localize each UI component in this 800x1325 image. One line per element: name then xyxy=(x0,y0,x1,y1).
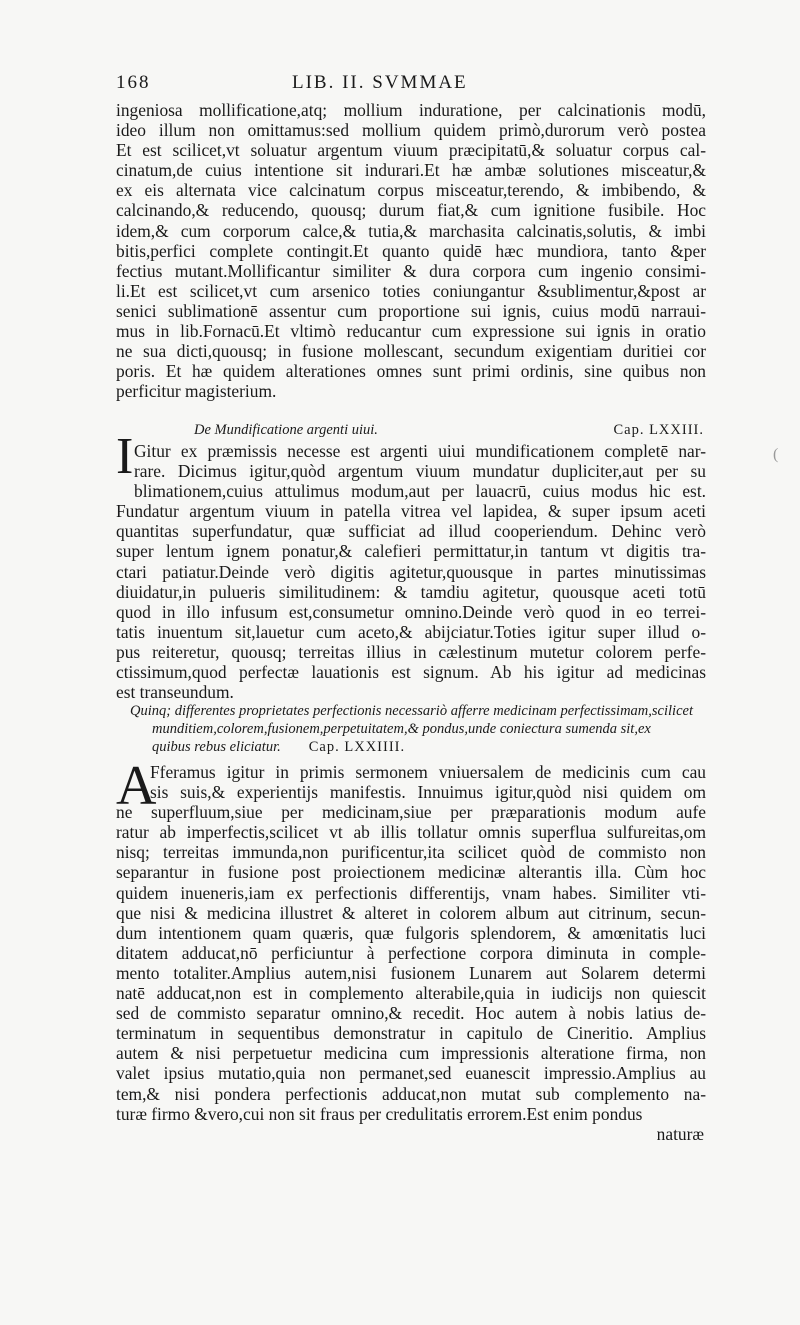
text-line: quod in illo infusum est,consumetur omnino.Deinde verò quod in eo terrei- xyxy=(116,601,706,622)
text-line: cinatum,de cuius intentione sit indurari.Et hæ ambæ solutiones misceatur,& xyxy=(116,160,706,181)
drop-cap-i: I xyxy=(116,428,134,485)
text-line: ctissimum,quod perfectæ lauationis est signum. Ab his igitur ad medicinas xyxy=(116,662,706,683)
text-block-3 xyxy=(116,762,706,1124)
text-line: sis suis,& experientijs manifestis. Innuimus igitur,quòd nisi quidem om xyxy=(150,782,706,803)
text-line: Gitur ex præmissis necesse est argenti uiui mundificationem completē nar- xyxy=(134,441,706,461)
chapter-heading-73 xyxy=(194,421,704,439)
text-line: sed de commisto separatur omnino,& recedit. Hoc autem à nobis latius de- xyxy=(116,1003,706,1024)
text-block-2 xyxy=(116,441,706,702)
text-line: poris. Et hæ quidem alterationes omnes sunt primi ordinis, sine quibus non xyxy=(116,361,706,382)
chapter-title-line-2: munditiem,colorem,fusionem,perpetuitatem,& pondus,unde coniectura sumenda sit,ex xyxy=(152,721,651,737)
text-line: nisq; terreitas immunda,non purificentur,ita scilicet quòd de commisto non xyxy=(116,842,706,863)
text-line: est transeundum. xyxy=(116,682,234,703)
text-line: ex eis alternata vice calcinatum corpus misceatur,terendo, & imbibendo, & xyxy=(116,180,706,201)
chapter-title-line-1: Quinq; differentes proprietates perfectionis necessariò afferre medicinam perfectissimam,scilicet xyxy=(130,703,693,719)
text-line: fectius mutant.Mollificantur similiter & dura corpora cum ingenio consimi- xyxy=(116,260,706,281)
chapter-title-line-3-text: quibus rebus eliciatur. xyxy=(152,739,281,755)
text-line: turæ firmo &vero,cui non sit fraus per credulitatis errorem.Est enim pondus xyxy=(116,1103,643,1124)
text-line: rare. Dicimus igitur,quòd argentum viuum mundatur dupliciter,aut per su xyxy=(134,461,706,482)
drop-cap-a: A xyxy=(116,755,157,817)
chapter-title: De Mundificatione argenti uiui. xyxy=(194,422,378,438)
text-line: bitis,perfici complete contingit.Et quanto quidē hæc mundiora, tanto &per xyxy=(116,240,706,261)
text-line: autem & nisi perpetuetur medicina cum impressionis alteratione firma, non xyxy=(116,1043,706,1064)
text-line: Fundatur argentum viuum in patella vitrea vel lapidea, & super ipsum aceti xyxy=(116,501,706,522)
text-line: ratur ab imperfectis,scilicet vt ab illis tollatur omnis superflua sulfureitas,om xyxy=(116,822,706,843)
text-line: natē adducat,non est in complemento alterabile,quia in iudicijs non quiescit xyxy=(116,983,706,1004)
running-title: LIB. II. SVMMAE xyxy=(292,72,468,93)
text-line: pus reiteretur, quousq; terreitas illius in cælestinum mutetur colorem perfe- xyxy=(116,641,706,662)
text-line: valet ipsius mutatio,quia non permanet,sed euanescit impressio.Amplius au xyxy=(116,1063,706,1084)
page-number: 168 xyxy=(116,72,151,93)
chapter-number: Cap. LXXIIII. xyxy=(308,739,406,755)
text-line: mus in lib.Fornacū.Et vltimò reducantur cum expressione sui ignis in oratio xyxy=(116,321,706,342)
text-line: dum intentionem quam quæris, quæ fulgoris splendorem, & amœnitatis luci xyxy=(116,922,706,943)
catchword: naturæ xyxy=(656,1124,704,1144)
chapter-number: Cap. LXXIII. xyxy=(613,422,704,438)
text-line: Et est scilicet,vt soluatur argentum viuum præcipitatū,& soluatur corpus cal- xyxy=(116,140,706,161)
text-line: ne superfluum,siue per medicinam,siue per præparationis modum aufe xyxy=(116,802,706,823)
text-line: blimationem,cuius attulimus modum,aut per lauacrū, cuius modus hic est. xyxy=(134,481,706,502)
text-block-1 xyxy=(116,100,706,401)
text-line: tem,& nisi pondera perfectionis adducat,non mutat sub complemento na- xyxy=(116,1083,706,1104)
text-line: ingeniosa mollificatione,atq; mollium induratione, per calcinationis modū, xyxy=(116,100,706,120)
margin-mark: ( xyxy=(773,446,779,463)
text-line: mento totaliter.Amplius autem,nisi fusionem Lunarem aut Solarem determi xyxy=(116,962,706,983)
text-line: quantitas superfundatur, quæ sufficiat ad illud cooperiendum. Dehinc verò xyxy=(116,521,706,542)
text-line: perficitur magisterium. xyxy=(116,381,277,402)
text-line: quidem inueneris,iam ex perfectionis differentijs, vnam habes. Similiter vti- xyxy=(116,882,706,903)
text-line: separantur in fusione post proiectionem medicinæ alterantis illa. Cùm hoc xyxy=(116,862,706,883)
text-line: que nisi & medicina illustret & alteret in colorem album aut citrinum, secun- xyxy=(116,902,706,923)
text-line: ditatem adducat,nō perficiuntur à perfectione corpora diminuta in comple- xyxy=(116,942,706,963)
text-line: ctari patiatur.Deinde verò digitis agitetur,quousque in partes minutissimas xyxy=(116,561,706,582)
text-line: tatis inuentum sit,lauetur cum aceto,& abijciatur.Toties igitur super illud o- xyxy=(116,621,706,642)
chapter-heading-74 xyxy=(130,702,720,755)
text-line: senici sublimationē assentur cum proportione sui ignis, cuius modū narraui- xyxy=(116,300,706,321)
text-line: ne sua dicti,quousq; in fusione mollescant, secundum exigentiam duritiei cor xyxy=(116,341,706,362)
text-line: calcinando,& reducendo, quousq; durum fiat,& cum ignitione fusibile. Hoc xyxy=(116,200,706,221)
text-line: diuidatur,in pulueris similitudinem: & tamdiu agitetur, quousque aceti totū xyxy=(116,581,706,602)
text-line: li.Et est scilicet,vt cum arsenico toties coniungantur &sublimentur,&post ar xyxy=(116,280,706,301)
page-header xyxy=(116,72,706,96)
chapter-title-line-3 xyxy=(130,738,720,756)
text-line: super lentum ignem ponatur,& calefieri permittatur,in tantum vt digitis tra- xyxy=(116,541,706,562)
text-line: terminatum in sequentibus demonstratur in capitulo de Cineritio. Amplius xyxy=(116,1023,706,1044)
text-line: Fferamus igitur in primis sermonem vniuersalem de medicinis cum cau xyxy=(150,762,706,782)
text-line: idem,& cum corporum calce,& tutia,& marchasita calcinatis,solutis, & imbi xyxy=(116,220,706,241)
text-line: ideo illum non omittamus:sed mollium quidem primò,durorum verò postea xyxy=(116,120,706,141)
